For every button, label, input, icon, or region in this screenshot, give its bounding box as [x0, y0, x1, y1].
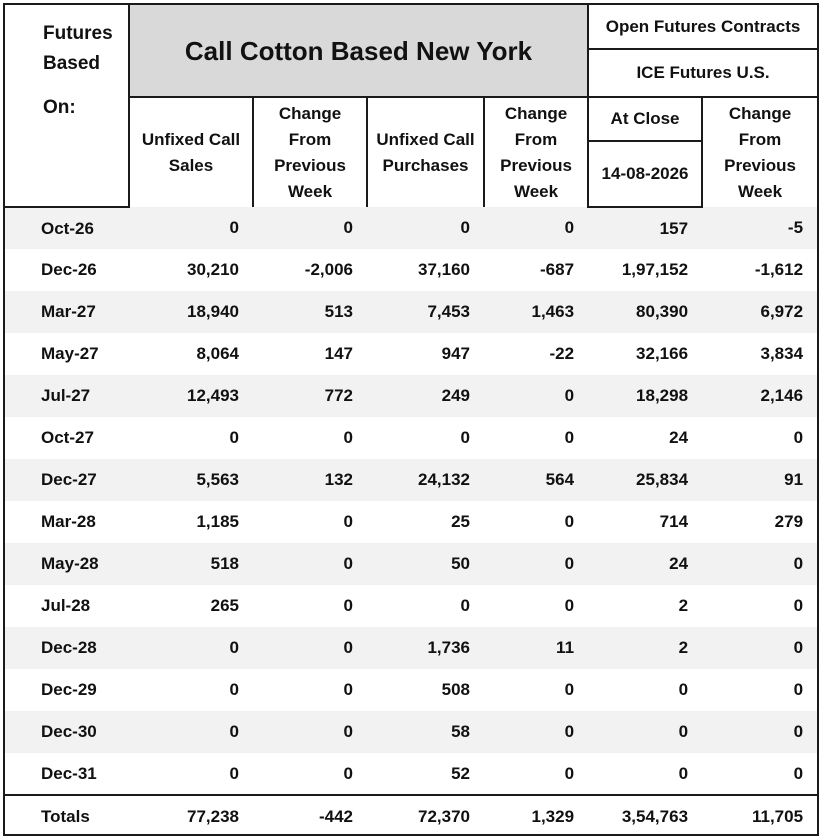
cell-open-change: 0 — [793, 680, 804, 699]
cell-unfixed-sales: 0 — [229, 763, 239, 783]
cell-unfixed-sales: 518 — [129, 543, 253, 585]
cell-purchases-change: 0 — [564, 512, 575, 531]
cell-purchases-change: 0 — [564, 428, 575, 447]
cell-purchases-change: 0 — [484, 711, 588, 753]
cell-sales-change: 0 — [253, 543, 367, 585]
exchange-label: ICE Futures U.S. — [588, 49, 817, 97]
data-table — [5, 5, 817, 836]
table-row — [5, 711, 817, 753]
cell-open-contracts: 0 — [678, 680, 689, 699]
cell-open-change: 91 — [702, 459, 817, 501]
cell-sales-change: 132 — [253, 459, 367, 501]
cell-open-contracts: 157 — [588, 207, 702, 249]
cell-unfixed-sales: 0 — [129, 627, 253, 669]
at-close-label: At Close — [588, 97, 702, 141]
col-unfixed-purchases-line-2: Purchases — [382, 155, 469, 175]
cell-unfixed-sales: 0 — [229, 428, 239, 447]
cell-open-change: -5 — [702, 207, 817, 249]
cell-open-change: 2,146 — [702, 375, 817, 417]
cell-open-contracts: 80,390 — [588, 291, 702, 333]
table-row — [5, 249, 817, 291]
corner-line-2: Based — [43, 53, 101, 74]
col-purchases-change-line-2: From — [514, 129, 558, 149]
cell-unfixed-sales: 1,185 — [196, 512, 239, 531]
table-row — [5, 543, 817, 585]
corner-label — [5, 5, 129, 207]
row-month-label: Mar-28 — [41, 512, 96, 531]
table-row — [5, 417, 817, 459]
cell-open-change: 6,972 — [702, 291, 817, 333]
total-unfixed-purchases: 72,370 — [367, 795, 484, 836]
cell-purchases-change: -22 — [549, 344, 575, 363]
table-row — [5, 291, 817, 333]
row-month-label: May-28 — [5, 543, 129, 585]
cell-open-change: 0 — [702, 627, 817, 669]
cell-unfixed-purchases: 50 — [367, 543, 484, 585]
row-month-label: Jul-28 — [41, 596, 91, 615]
cell-sales-change: 0 — [253, 711, 367, 753]
cell-purchases-change: 0 — [564, 680, 575, 699]
cell-unfixed-purchases: 0 — [460, 596, 470, 615]
table-row — [5, 669, 817, 711]
cell-unfixed-sales: 5,563 — [129, 459, 253, 501]
cell-unfixed-sales: 0 — [129, 711, 253, 753]
col-purchases-change-line-1: Change — [504, 103, 568, 123]
table-row — [5, 585, 817, 627]
cell-unfixed-sales: 30,210 — [187, 260, 239, 279]
row-month-label: Dec-26 — [41, 260, 97, 279]
total-sales-change: -442 — [253, 795, 367, 836]
col-sales-change-line-2: From — [288, 129, 332, 149]
cell-open-contracts: 0 — [678, 763, 689, 783]
row-month-label: Dec-27 — [5, 459, 129, 501]
cell-purchases-change: -687 — [540, 260, 575, 279]
cell-open-change: 3,834 — [760, 344, 804, 363]
table-row — [5, 753, 817, 795]
cell-unfixed-sales: 265 — [210, 596, 239, 615]
cell-sales-change: 0 — [343, 512, 353, 531]
cell-purchases-change: 11 — [484, 627, 588, 669]
col-sales-change-line-3: Previous — [274, 155, 346, 175]
row-month-label: Oct-26 — [5, 207, 129, 249]
table-row — [5, 501, 817, 543]
cell-unfixed-purchases: 24,132 — [367, 459, 484, 501]
table-row — [5, 459, 817, 501]
cell-sales-change: 147 — [324, 344, 353, 363]
cell-purchases-change: 0 — [484, 375, 588, 417]
cell-open-contracts: 0 — [588, 711, 702, 753]
corner-line-1: Futures — [43, 23, 113, 44]
col-sales-change-line-1: Change — [278, 103, 342, 123]
col-open-change-line-3: Previous — [724, 155, 796, 175]
col-open-change-line-1: Change — [728, 103, 792, 123]
cell-sales-change: -2,006 — [304, 260, 353, 279]
cell-sales-change: 0 — [343, 680, 353, 699]
col-open-change-line-4: Week — [737, 181, 783, 201]
col-sales-change — [253, 97, 367, 207]
cell-unfixed-purchases: 1,736 — [367, 627, 484, 669]
cell-purchases-change: 0 — [484, 543, 588, 585]
row-month-label: Oct-27 — [41, 428, 94, 447]
table-row — [5, 333, 817, 375]
cell-sales-change: 513 — [253, 291, 367, 333]
row-month-label: Mar-27 — [5, 291, 129, 333]
col-open-change — [702, 97, 817, 207]
table-row — [5, 375, 817, 417]
row-month-label: Dec-31 — [41, 763, 97, 783]
cell-unfixed-purchases: 249 — [367, 375, 484, 417]
col-unfixed-purchases — [367, 97, 484, 207]
cell-purchases-change: 0 — [564, 763, 575, 783]
cell-open-contracts: 2 — [588, 627, 702, 669]
row-month-label: Jul-27 — [5, 375, 129, 417]
col-open-change-line-2: From — [738, 129, 782, 149]
cell-unfixed-sales: 0 — [129, 207, 253, 249]
cell-sales-change: 0 — [343, 763, 353, 783]
cell-unfixed-purchases: 58 — [367, 711, 484, 753]
cell-unfixed-purchases: 52 — [451, 763, 470, 783]
cell-sales-change: 0 — [253, 627, 367, 669]
cell-unfixed-purchases: 25 — [451, 512, 470, 531]
totals-label: Totals — [5, 795, 129, 836]
cell-sales-change: 772 — [253, 375, 367, 417]
total-open-contracts: 3,54,763 — [588, 795, 702, 836]
col-unfixed-sales — [129, 97, 253, 207]
row-month-label: Dec-30 — [5, 711, 129, 753]
corner-line-3: On: — [43, 97, 76, 118]
col-sales-change-line-4: Week — [287, 181, 333, 201]
total-open-change: 11,705 — [702, 795, 817, 836]
cell-open-contracts: 2 — [678, 596, 689, 615]
cell-open-change: 279 — [774, 512, 804, 531]
cell-open-contracts: 714 — [659, 512, 689, 531]
cell-open-contracts: 24 — [669, 428, 689, 447]
cell-unfixed-purchases: 37,160 — [418, 260, 470, 279]
cell-unfixed-purchases: 508 — [441, 680, 470, 699]
page-title: Call Cotton Based New York — [129, 5, 588, 97]
cell-open-contracts: 18,298 — [588, 375, 702, 417]
col-purchases-change — [484, 97, 588, 207]
open-contracts-label: Open Futures Contracts — [588, 5, 817, 49]
row-month-label: Dec-29 — [41, 680, 97, 699]
row-month-label: May-27 — [41, 344, 99, 363]
cell-unfixed-sales: 8,064 — [196, 344, 239, 363]
col-unfixed-sales-line-2: Sales — [168, 155, 214, 175]
row-month-label: Dec-28 — [5, 627, 129, 669]
col-unfixed-purchases-line-1: Unfixed Call — [376, 129, 475, 149]
col-unfixed-sales-line-1: Unfixed Call — [141, 129, 241, 149]
cell-unfixed-purchases: 0 — [367, 207, 484, 249]
total-unfixed-sales: 77,238 — [129, 795, 253, 836]
cell-purchases-change: 0 — [484, 207, 588, 249]
cell-unfixed-sales: 18,940 — [129, 291, 253, 333]
cell-sales-change: 0 — [343, 428, 353, 447]
table-row — [5, 207, 817, 249]
cell-purchases-change: 0 — [564, 596, 575, 615]
cell-unfixed-sales: 0 — [229, 680, 239, 699]
report-date: 14-08-2026 — [588, 141, 702, 207]
table-row — [5, 627, 817, 669]
cell-open-contracts: 24 — [588, 543, 702, 585]
col-purchases-change-line-3: Previous — [500, 155, 572, 175]
cell-open-change: 0 — [702, 543, 817, 585]
cell-open-contracts: 1,97,152 — [621, 260, 689, 279]
cell-open-change: 0 — [702, 711, 817, 753]
cell-open-contracts: 25,834 — [588, 459, 702, 501]
cell-open-change: 0 — [793, 596, 804, 615]
total-purchases-change: 1,329 — [484, 795, 588, 836]
cell-unfixed-purchases: 7,453 — [367, 291, 484, 333]
cell-unfixed-sales: 12,493 — [129, 375, 253, 417]
totals-row — [5, 795, 817, 836]
cell-purchases-change: 564 — [484, 459, 588, 501]
cotton-report-table — [3, 3, 819, 836]
cell-open-change: -1,612 — [754, 260, 804, 279]
col-purchases-change-line-4: Week — [513, 181, 559, 201]
cell-sales-change: 0 — [343, 596, 353, 615]
cell-purchases-change: 1,463 — [484, 291, 588, 333]
cell-unfixed-purchases: 947 — [441, 344, 470, 363]
cell-open-change: 0 — [793, 428, 804, 447]
cell-open-change: 0 — [793, 763, 804, 783]
cell-sales-change: 0 — [253, 207, 367, 249]
cell-open-contracts: 32,166 — [636, 344, 689, 363]
cell-unfixed-purchases: 0 — [460, 428, 470, 447]
